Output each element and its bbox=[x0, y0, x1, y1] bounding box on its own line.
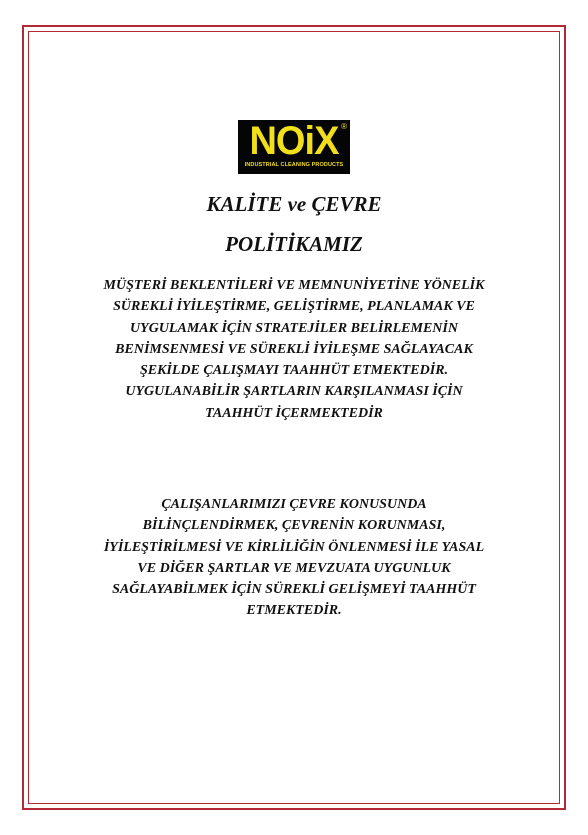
paragraph-line: SAĞLAYABİLMEK İÇİN SÜREKLİ GELİŞMEYİ TAAHHÜT bbox=[112, 582, 476, 598]
paragraph-line: UYGULANABİLİR ŞARTLARIN KARŞILANMASI İÇİN bbox=[125, 384, 463, 400]
paragraph-line: İYİLEŞTİRİLMESİ VE KİRLİLİĞİN ÖNLENMESİ İLE YASAL bbox=[103, 539, 485, 555]
page-title-line-2: POLİTİKAMIZ bbox=[225, 232, 363, 256]
paragraph-line: SÜREKLİ İYİLEŞTİRME, GELİŞTİRME, PLANLAMAK VE bbox=[113, 299, 475, 315]
registered-mark: ® bbox=[341, 122, 347, 131]
logo-wordmark: NOiX bbox=[249, 120, 339, 163]
paragraph-line: BENİMSENMESİ VE SÜREKLİ İYİLEŞME SAĞLAYACAK bbox=[115, 341, 473, 357]
paragraph-line: TAAHHÜT İÇERMEKTEDİR bbox=[205, 405, 383, 421]
paragraph-line: VE DİĞER ŞARTLAR VE MEVZUATA UYGUNLUK bbox=[137, 560, 451, 576]
paragraph-line: BİLİNÇLENDİRMEK, ÇEVRENİN KORUNMASI, bbox=[142, 518, 446, 534]
policy-paragraph-2 bbox=[60, 494, 528, 622]
paragraph-line: ÇALIŞANLARIMIZI ÇEVRE KONUSUNDA bbox=[161, 497, 427, 512]
paragraph-line: ŞEKİLDE ÇALIŞMAYI TAAHHÜT ETMEKTEDİR. bbox=[139, 363, 449, 379]
policy-paragraph-1 bbox=[60, 275, 528, 424]
noix-logo bbox=[238, 120, 350, 174]
paragraph-line: MÜŞTERİ BEKLENTİLERİ VE MEMNUNİYETİNE YÖNELİK bbox=[103, 278, 485, 293]
page-title-line-1: KALİTE ve ÇEVRE bbox=[206, 192, 382, 216]
paragraph-line: ETMEKTEDİR. bbox=[246, 603, 342, 619]
paragraph-line: UYGULAMAK İÇİN STRATEJİLER BELİRLEMENİN bbox=[130, 320, 458, 336]
logo-tagline: INDUSTRIAL CLEANING PRODUCTS bbox=[244, 162, 344, 168]
